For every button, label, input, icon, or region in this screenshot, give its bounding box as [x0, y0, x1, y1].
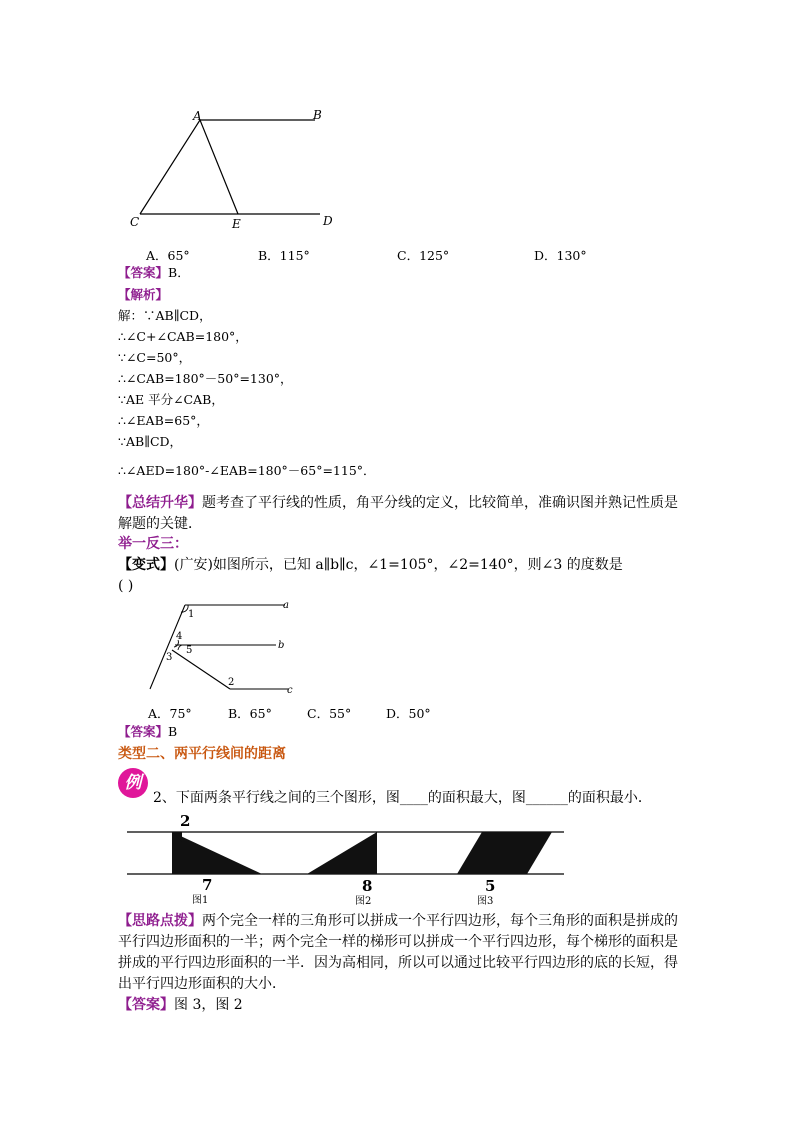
- q1-choice-b: B．115°: [258, 248, 310, 263]
- label-a: a: [283, 600, 289, 611]
- q2-choice-b: B．65°: [228, 706, 272, 721]
- answer-3: [118, 995, 243, 1016]
- solution-line: ∴∠EAB=65°，: [118, 413, 209, 428]
- hint: [118, 911, 698, 995]
- label-A: A: [193, 109, 202, 123]
- fig3-number-8: 8: [362, 877, 373, 895]
- q1-choice-c: C．125°: [397, 248, 450, 263]
- variant-line-1: (广安)如图所示，已知 a∥b∥c，∠1=105°，∠2=140°，则∠3 的度数是: [174, 557, 623, 573]
- analysis-tag: 【解析】: [118, 287, 169, 302]
- variant-line-2: ( ): [118, 578, 134, 594]
- label-C: C: [130, 215, 140, 229]
- figure-3-shapes-between-parallels: [122, 812, 572, 910]
- example-badge: [118, 768, 148, 798]
- solution-line: ∴∠C+∠CAB=180°，: [118, 329, 248, 344]
- figure-2-three-parallels: [140, 595, 310, 695]
- variant: [118, 555, 678, 597]
- label-E: E: [232, 217, 241, 231]
- angle-4: 4: [176, 631, 183, 642]
- summary-tag: 【总结升华】: [118, 495, 202, 511]
- question-2: 2、下面两条平行线之间的三个图形，图____的面积最大，图______的面积最小．: [153, 790, 652, 806]
- solution-line: ∵AE 平分∠CAB，: [118, 392, 224, 407]
- angle-5: 5: [186, 645, 193, 656]
- angle-2: 2: [228, 677, 235, 688]
- answer-1: [118, 265, 190, 281]
- q2-choice-a: A．75°: [148, 706, 192, 721]
- q1-choice-a: A．65°: [146, 248, 190, 263]
- angle-1: 1: [188, 609, 195, 620]
- label-c: c: [287, 685, 293, 695]
- hint-line-4: 出平行四边形面积的大小．: [118, 976, 286, 992]
- summary-line-2: 解题的关键．: [118, 516, 202, 532]
- answer-tag: 【答案】: [118, 997, 174, 1013]
- answer-text: B: [168, 724, 178, 739]
- solution-line: ∵∠C=50°，: [118, 350, 192, 365]
- variant-tag: 【变式】: [118, 557, 174, 573]
- fig3-top-number: 2: [180, 812, 191, 830]
- answer-tag: 【答案】: [118, 724, 169, 739]
- fig3-number-5: 5: [485, 877, 496, 895]
- answer-text: B．: [168, 265, 190, 280]
- q2-choice-c: C．55°: [307, 706, 352, 721]
- solution-line: 解：∵AB∥CD，: [118, 308, 212, 323]
- section-juyi: 举一反三：: [118, 536, 188, 552]
- q1-choice-d: D．130°: [534, 248, 587, 263]
- section-type-2: 类型二、两平行线间的距离: [118, 746, 286, 762]
- label-B: B: [313, 108, 322, 122]
- answer-tag: 【答案】: [118, 265, 169, 280]
- hint-line-2: 平行四边形面积的一半；两个完全一样的梯形可以拼成一个平行四边形，每个梯形的面积是: [118, 934, 678, 950]
- fig3-caption-3: 图3: [477, 896, 494, 907]
- figure-1-parallel-lines: [120, 100, 350, 235]
- answer-2: [118, 724, 177, 740]
- hint-line-1: 两个完全一样的三角形可以拼成一个平行四边形，每个三角形的面积是拼成的: [202, 913, 678, 929]
- hint-line-3: 拼成的平行四边形面积的一半．因为高相同，所以可以通过比较平行四边形的底的长短，得: [118, 955, 678, 971]
- solution-line: ∵AB∥CD，: [118, 434, 183, 449]
- solution-line: ∴∠CAB=180°－50°=130°，: [118, 371, 293, 386]
- answer-text: 图 3，图 2: [174, 997, 243, 1013]
- hint-tag: 【思路点拨】: [118, 913, 202, 929]
- q2-choice-d: D．50°: [386, 706, 431, 721]
- label-b: b: [278, 640, 285, 651]
- fig3-caption-1: 图1: [192, 895, 209, 906]
- summary: [118, 493, 678, 535]
- fig3-number-7: 7: [202, 876, 213, 894]
- angle-3: 3: [166, 652, 173, 663]
- fig3-caption-2: 图2: [355, 896, 372, 907]
- solution-line: ∴∠AED=180°-∠EAB=180°－65°=115°．: [118, 463, 376, 478]
- summary-line-1: 题考查了平行线的性质，角平分线的定义，比较简单，准确识图并熟记性质是: [202, 495, 678, 511]
- label-D: D: [323, 214, 333, 228]
- example-badge-label: 例: [124, 773, 142, 793]
